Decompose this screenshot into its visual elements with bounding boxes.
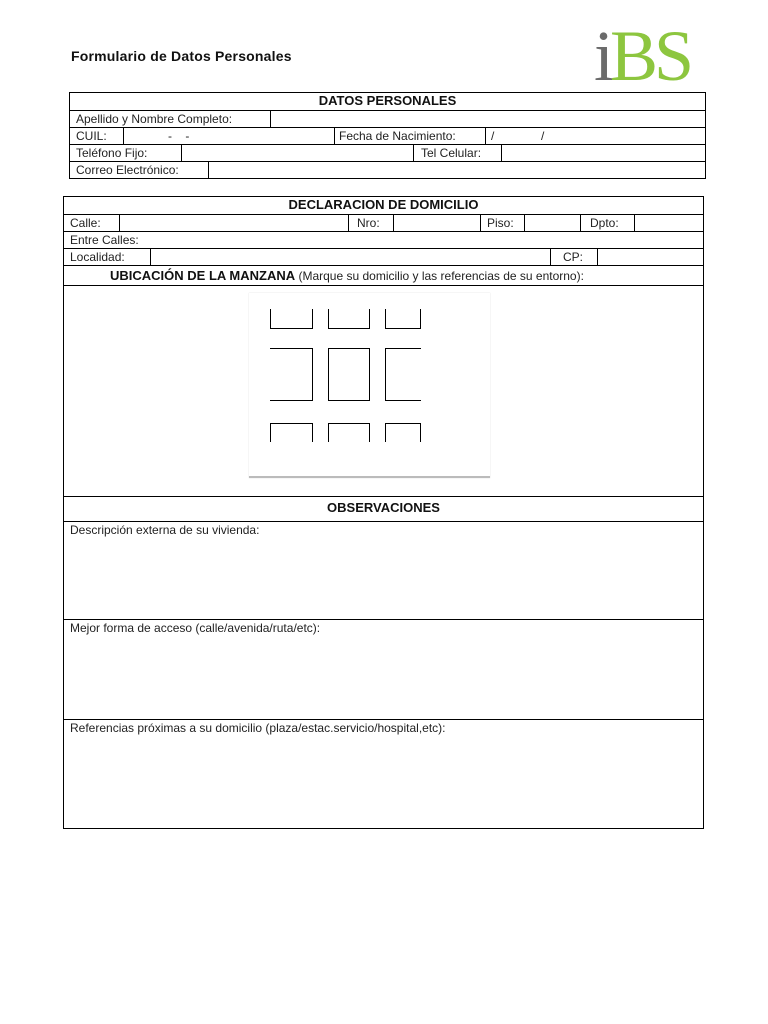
calle-field[interactable]: [120, 215, 347, 231]
datos-personales-header: DATOS PERSONALES: [318, 93, 457, 108]
piso-field[interactable]: [525, 215, 579, 231]
cuil-separators: - -: [168, 129, 190, 143]
descripcion-label: Descripción externa de su vivienda:: [70, 523, 260, 537]
calle-label: Calle:: [70, 216, 101, 230]
page-title: Formulario de Datos Personales: [71, 48, 292, 64]
fecha-separators: / /: [491, 129, 545, 143]
domicilio-header: DECLARACION DE DOMICILIO: [288, 197, 479, 212]
acceso-field[interactable]: [64, 636, 703, 718]
map-block-middle-right[interactable]: [385, 348, 421, 401]
localidad-label: Localidad:: [70, 250, 125, 264]
ubicacion-note: (Marque su domicilio y las referencias de su entorno):: [298, 269, 584, 283]
cp-field[interactable]: [598, 249, 703, 265]
map-block-top-left[interactable]: [270, 309, 313, 329]
map-block-bottom-right[interactable]: [385, 423, 421, 442]
correo-label: Correo Electrónico:: [76, 163, 179, 177]
manzana-map[interactable]: [249, 293, 490, 478]
tel-celular-label: Tel Celular:: [421, 146, 482, 160]
apellido-label: Apellido y Nombre Completo:: [76, 112, 233, 126]
cuil-field[interactable]: [124, 128, 334, 144]
entre-calles-label: Entre Calles:: [70, 233, 139, 247]
map-block-top-right[interactable]: [385, 309, 421, 329]
cp-label: CP:: [563, 250, 584, 264]
referencias-label: Referencias próximas a su domicilio (plaza/estac.servicio/hospital,etc):: [70, 721, 446, 735]
map-block-bottom-center[interactable]: [328, 423, 370, 442]
piso-label: Piso:: [487, 216, 514, 230]
ubicacion-heading: [110, 268, 584, 283]
map-block-middle-left[interactable]: [270, 348, 313, 401]
dpto-label: Dpto:: [590, 216, 619, 230]
dpto-field[interactable]: [635, 215, 703, 231]
entre-calles-field[interactable]: [152, 232, 703, 248]
map-block-center[interactable]: [328, 348, 370, 401]
nro-field[interactable]: [394, 215, 479, 231]
tel-celular-field[interactable]: [502, 145, 705, 161]
observaciones-header: OBSERVACIONES: [327, 500, 440, 515]
apellido-field[interactable]: [271, 111, 705, 127]
correo-field[interactable]: [209, 162, 705, 178]
cuil-label: CUIL:: [76, 129, 107, 143]
ibs-logo: [592, 18, 704, 84]
telefono-fijo-field[interactable]: [182, 145, 412, 161]
logo-text: iBS: [594, 18, 691, 84]
map-block-top-center[interactable]: [328, 309, 370, 329]
nro-label: Nro:: [357, 216, 380, 230]
descripcion-field[interactable]: [64, 538, 703, 618]
map-block-bottom-left[interactable]: [270, 423, 313, 442]
ubicacion-title: UBICACIÓN DE LA MANZANA: [110, 268, 296, 283]
fecha-nacimiento-label: Fecha de Nacimiento:: [339, 129, 456, 143]
referencias-field[interactable]: [64, 736, 703, 828]
acceso-label: Mejor forma de acceso (calle/avenida/ruta/etc):: [70, 621, 321, 635]
telefono-fijo-label: Teléfono Fijo:: [76, 146, 148, 160]
localidad-field[interactable]: [151, 249, 549, 265]
